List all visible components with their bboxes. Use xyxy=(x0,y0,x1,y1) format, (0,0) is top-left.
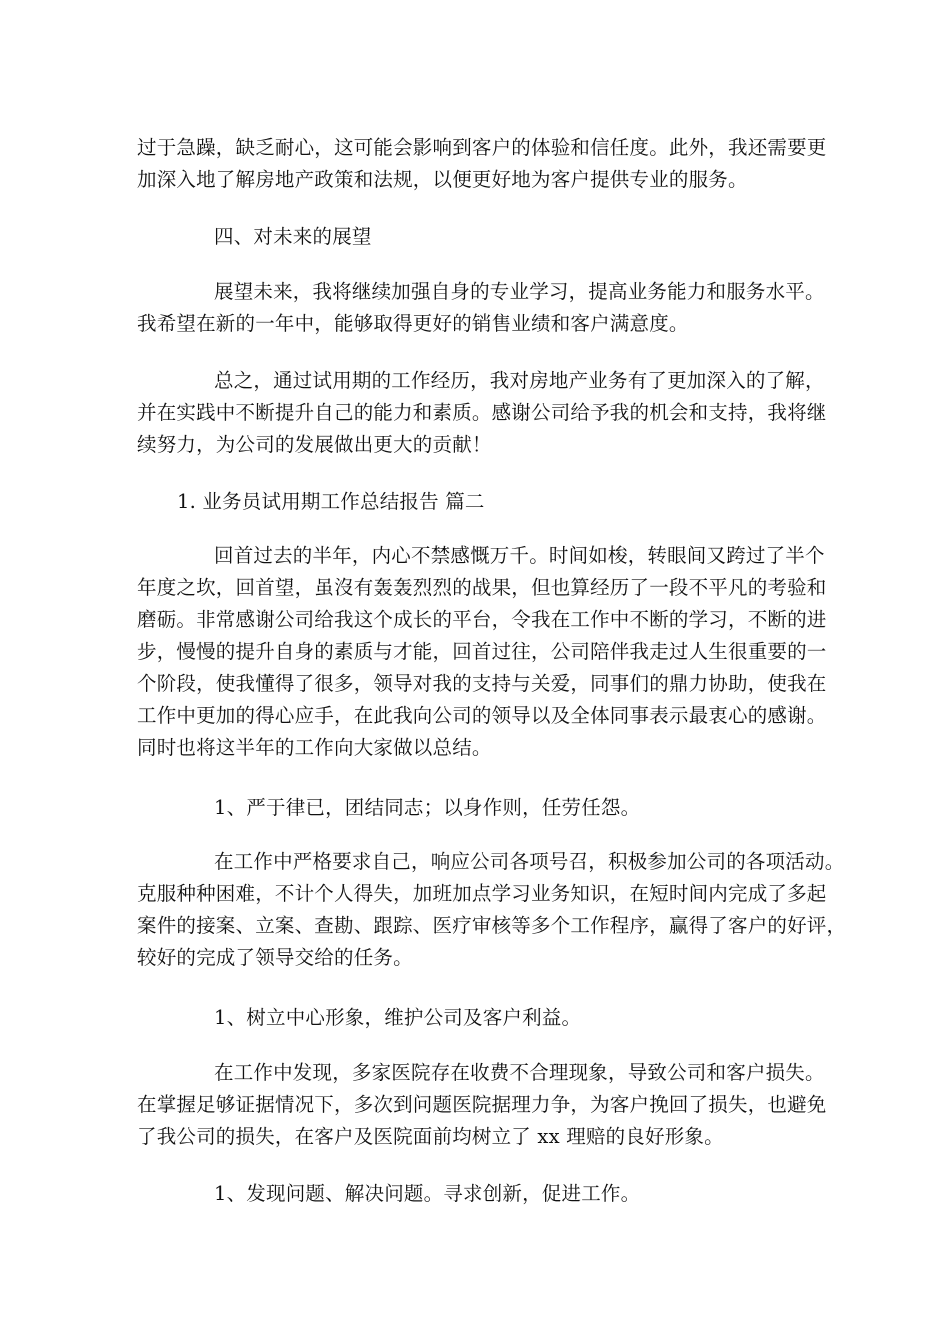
section-title: 1. 业务员试用期工作总结报告 篇二 xyxy=(177,490,485,513)
paragraph-line: 工作中更加的得心应手，在此我向公司的领导以及全体同事表示最衷心的感谢。 xyxy=(137,704,827,727)
paragraph-2 xyxy=(137,276,827,340)
paragraph-6 xyxy=(137,1057,827,1153)
paragraph-line: 较好的完成了领导交给的任务。 xyxy=(137,946,413,969)
paragraph-line: 年度之坎，回首望，虽沒有轰轰烈烈的战果，但也算经历了一段不平凡的考验和 xyxy=(137,576,827,599)
paragraph-line: 个阶段，使我懂得了很多，领导对我的支持与关爱，同事们的鼎力协助，使我在 xyxy=(137,672,827,695)
paragraph-5 xyxy=(137,846,847,974)
paragraph-line: 克服种种困难，不计个人得失，加班加点学习业务知识，在短时间内完成了多起 xyxy=(137,882,827,905)
paragraph-line: 续努力，为公司的发展做出更大的贡献！ xyxy=(137,433,492,456)
item-1-block xyxy=(137,792,827,824)
list-item-heading: 1、发现问题、解决问题。寻求创新，促进工作。 xyxy=(214,1182,641,1205)
section-heading: 四、对未来的展望 xyxy=(214,225,372,248)
paragraph-line: 并在实践中不断提升自己的能力和素质。感谢公司给予我的机会和支持，我将继 xyxy=(137,401,827,424)
paragraph-line: 同时也将这半年的工作向大家做以总结。 xyxy=(137,736,492,759)
paragraph-line: 在工作中发现，多家医院存在收费不合理现象，导致公司和客户损失。 xyxy=(214,1061,825,1084)
list-item-heading: 1、严于律已，团结同志；以身作则，任劳任怨。 xyxy=(214,796,641,819)
paragraph-3 xyxy=(137,365,827,461)
item-2-block xyxy=(137,1002,827,1034)
paragraph-line: 在掌握足够证据情况下，多次到问题医院据理力争，为客户挽回了损失，也避免 xyxy=(137,1093,827,1116)
section-title-block xyxy=(137,486,827,518)
heading-future-outlook xyxy=(137,221,827,253)
paragraph-line: 过于急躁，缺乏耐心，这可能会影响到客户的体验和信任度。此外，我还需要更 xyxy=(137,136,827,159)
item-3-block xyxy=(137,1178,827,1210)
paragraph-line: 案件的接案、立案、查勘、跟踪、医疗审核等多个工作程序，赢得了客户的好评， xyxy=(137,914,847,937)
paragraph-line: 加深入地了解房地产政策和法规，以便更好地为客户提供专业的服务。 xyxy=(137,168,748,191)
paragraph-line: 展望未来，我将继续加强自身的专业学习，提高业务能力和服务水平。 xyxy=(214,280,825,303)
paragraph-line: 总之，通过试用期的工作经历，我对房地产业务有了更加深入的了解， xyxy=(214,369,825,392)
list-item-heading: 1、树立中心形象，维护公司及客户利益。 xyxy=(214,1006,582,1029)
paragraph-line: 我希望在新的一年中，能够取得更好的销售业绩和客户满意度。 xyxy=(137,312,689,335)
paragraph-4 xyxy=(137,540,827,764)
paragraph-line: 磨砺。非常感谢公司给我这个成长的平台，令我在工作中不断的学习，不断的进 xyxy=(137,608,827,631)
paragraph-line: 回首过去的半年，内心不禁感慨万千。时间如梭，转眼间又跨过了半个 xyxy=(214,544,825,567)
paragraph-line: 在工作中严格要求自己，响应公司各项号召，积极参加公司的各项活动。 xyxy=(214,850,845,873)
paragraph-line: 了我公司的损失，在客户及医院面前均树立了 xx 理赔的良好形象。 xyxy=(137,1125,724,1148)
paragraph-line: 步，慢慢的提升自身的素质与才能，回首过往，公司陪伴我走过人生很重要的一 xyxy=(137,640,827,663)
paragraph-1 xyxy=(137,132,827,196)
